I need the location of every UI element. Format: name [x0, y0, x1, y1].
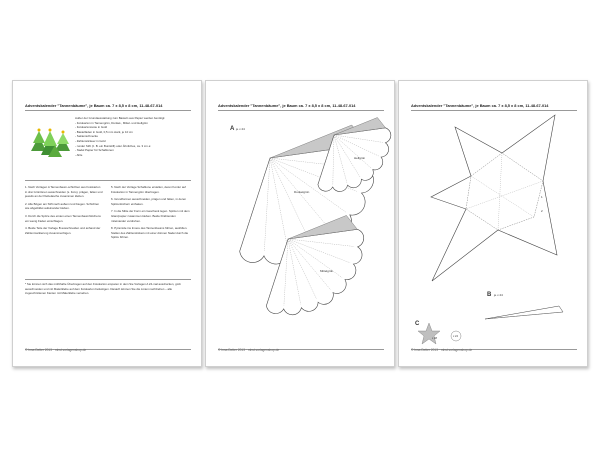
template-a-drawing [206, 81, 395, 367]
materials-list [75, 116, 193, 157]
intro-line: - Sektenschnecke [75, 134, 98, 139]
shape-label: Dunkelgrün [294, 190, 310, 194]
step-text: 4. Beide Teile der Vorlage B ausschneiden und anhand der Zahlenmarkierung zusammenfügen. [25, 226, 101, 235]
page-title: Adventskalender "Tannenbäume", je Baum ca. 7 x 8,5 x 8 cm, 11-48-67-014 [411, 103, 549, 108]
intro-line: - Bastelfaden in Gold, 0,5 mm stark, je 10 cm [75, 129, 133, 134]
step-text: 8. Pyramide ins Innere des Tannenbaums führen, ausfüllen. Stellen des Zahlenstickers mit einer dünnen Nadel durch die Spitze führen. [111, 226, 189, 240]
section-divider [25, 180, 191, 181]
step-text: 3. Durch die Spitze des ersten einen Tannenbaumhütchens ein wenig Faden einschlagen. [25, 213, 101, 223]
template-b-c-drawing [399, 81, 588, 367]
intro-line: Außer der Grundausstattung zum Basteln aus Papier werden benötigt: [75, 116, 166, 120]
mark-1: 1 [541, 195, 543, 199]
mark-2: 2 [541, 209, 543, 213]
count-a: je x 24 [236, 127, 245, 131]
step-text: 2. Alle Bögen am Stift nach außen rund biegen. Schichten wie abgebildet aufeinander kleben. [25, 201, 100, 211]
intro-line: - Nadel Papier für Schablonen [75, 148, 114, 153]
shape-label: Mittelgrün [320, 269, 334, 273]
step-text: 5. Nach der Vorlage Schablone erstellen, deren Kontur auf Fotokarton in Tannengrün übertragen. [111, 185, 186, 194]
label-a: A [230, 126, 235, 132]
page-2 [205, 80, 395, 367]
page-1 [12, 80, 202, 367]
footer: © Inna Detter 2013 · mhst.vorlagenshop.de [25, 348, 87, 352]
intro-line: - Fotokarton in Tannengrün, Dunkel-, Mittel- und Hellgrün [75, 120, 148, 125]
footer: © Inna Detter 2013 · mhst.vorlagenshop.de [411, 348, 473, 352]
page-title: Adventskalender "Tannenbäume", je Baum ca. 7 x 8,5 x 8 cm, 11-48-67-014 [25, 103, 163, 108]
tree-photo-illustration [31, 129, 70, 158]
count-c2: x 24 [453, 335, 458, 338]
note-divider [25, 279, 191, 280]
fan-hellgruen [318, 118, 391, 192]
strip-template [485, 306, 563, 319]
label-b: B [487, 292, 492, 298]
star-template [431, 115, 557, 281]
step-text: 7. In die Mitte der Form ein Geschenk legen. Spitzen mit dem Glanzpapier zusammen kleben. Beide Drahtenden miteinander verdrehen. [111, 209, 190, 223]
footnote: * Sie können sich das mühthafte Übertragen auf den Fotokarton ersparen in dem Sie Vorlagen A 24-mal ausdrucken, grob ausschneiden und mit Maleriklebe auf dem Fotokarton befestigen. Danach können Sie die Linien nachziehen – alle zugeschnittenen Kanten mit Malerklebe versehen. [25, 282, 181, 296]
step-text: 6. Grundformen ausschneiden, prägen und falten, in deren Spitzenlöchern einhaken. [111, 197, 187, 206]
page-title: Adventskalender "Tannenbäume", je Baum ca. 7 x 8,5 x 8 cm, 11-48-67-014 [218, 103, 356, 108]
intro-line: - Fotokartonreste in Gold [75, 125, 107, 130]
count-b: je x 24 [494, 293, 503, 297]
intro-line: - Zahlenstickeer in Gold [75, 138, 106, 143]
steps-left [25, 185, 103, 238]
page-3 [398, 80, 588, 367]
step-text: 1. Nach Vorlagen A Tannenbaum-schichten aus Fotokarton in drei Grüntönen ausschneiden (s. Foto), prägen, falten und jeweils an der Klebelasche zusammen kleben. [25, 185, 103, 199]
label-c: C [415, 321, 420, 327]
intro-line: - Ahle [75, 152, 83, 157]
intro-line: - runder Stift (z. B. ein Buntstift) oder Ähnliches, ca. 3 cm ø [75, 143, 151, 148]
star-icon [418, 323, 440, 344]
steps-right [111, 185, 191, 243]
count-c1: x 48 [432, 337, 437, 340]
footer: © Inna Detter 2013 · mhst.vorlagenshop.de [218, 348, 280, 352]
shape-label: Hellgrün [354, 156, 366, 160]
